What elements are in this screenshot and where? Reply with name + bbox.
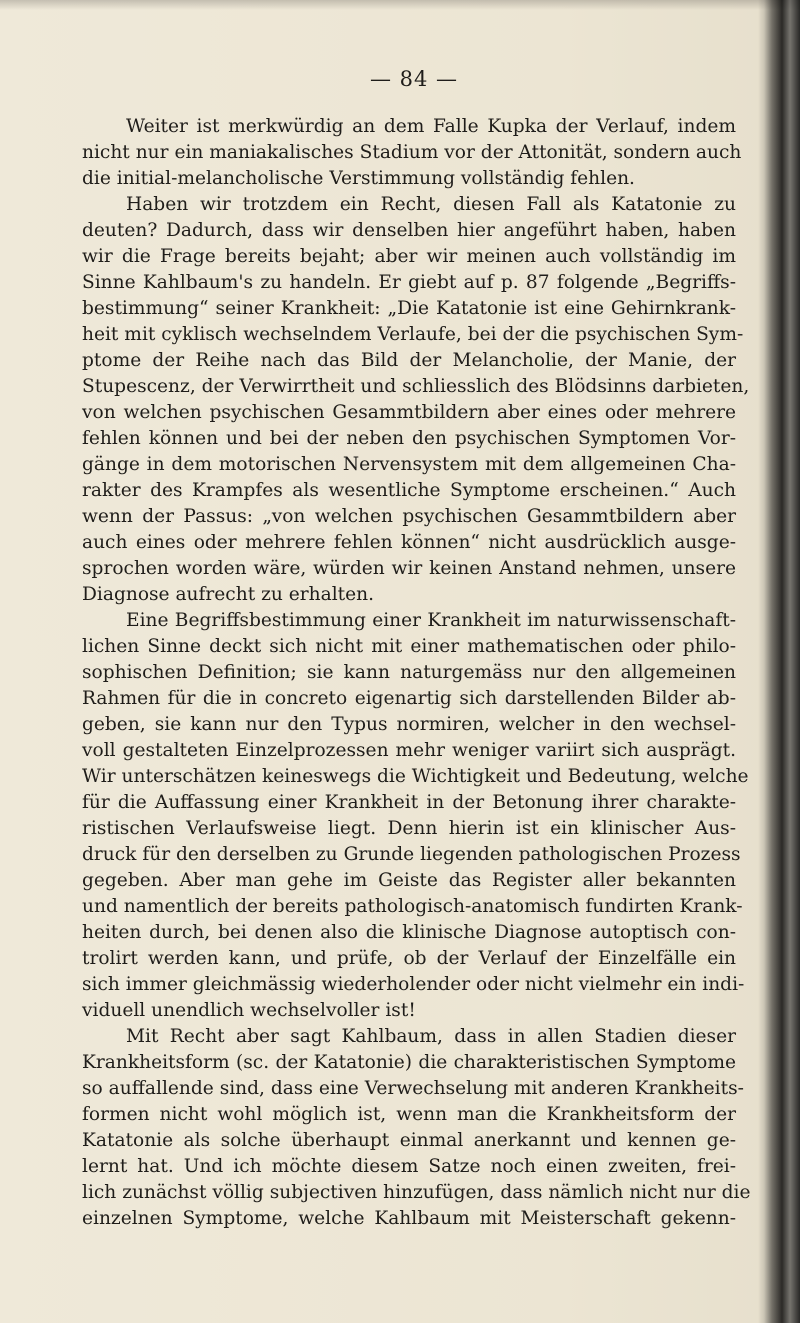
text-line: Mit Recht aber sagt Kahlbaum, dass in allen Stadien dieser — [126, 1026, 736, 1047]
text-line: lichen Sinne deckt sich nicht mit einer mathematischen oder philo- — [82, 636, 736, 657]
text-line: Stupescenz, der Verwirrtheit und schliesslich des Blödsinns darbieten, — [82, 376, 750, 397]
page-number: — 84 — — [369, 67, 459, 91]
text-line: heit mit cyklisch wechselndem Verlaufe, bei der die psychischen Sym- — [82, 324, 744, 345]
text-line: Haben wir trotzdem ein Recht, diesen Fall als Katatonie zu — [126, 194, 736, 215]
text-line: fehlen können und bei der neben den psychischen Symptomen Vor- — [82, 428, 736, 449]
text-line: nicht nur ein maniakalisches Stadium vor der Attonität, sondern auch — [82, 142, 742, 163]
text-line: ptome der Reihe nach das Bild der Melancholie, der Manie, der — [82, 350, 736, 371]
text-line: Wir unterschätzen keineswegs die Wichtigkeit und Bedeutung, welche — [82, 766, 749, 787]
text-line: von welchen psychischen Gesammtbildern aber eines oder mehrere — [82, 402, 736, 423]
text-line: Weiter ist merkwürdig an dem Falle Kupka der Verlauf, indem — [126, 116, 736, 137]
text-line: geben, sie kann nur den Typus normiren, welcher in den wechsel- — [82, 714, 736, 735]
text-line: gegeben. Aber man gehe im Geiste das Register aller bekannten — [82, 870, 736, 891]
text-line: gänge in dem motorischen Nervensystem mit dem allgemeinen Cha- — [82, 454, 736, 475]
text-line: lich zunächst völlig subjectiven hinzufügen, dass nämlich nicht nur die — [82, 1182, 751, 1203]
text-line: sich immer gleichmässig wiederholender oder nicht vielmehr ein indi- — [82, 974, 745, 995]
text-line: deuten? Dadurch, dass wir denselben hier angeführt haben, haben — [82, 220, 736, 241]
text-line: Diagnose aufrecht zu erhalten. — [82, 584, 375, 605]
text-line: wenn der Passus: „von welchen psychischen Gesammtbildern aber — [82, 506, 736, 527]
text-line: auch eines oder mehrere fehlen können“ nicht ausdrücklich ausge- — [82, 532, 736, 553]
text-line: rakter des Krampfes als wesentliche Symptome erscheinen.“ Auch — [82, 480, 736, 501]
text-line: so auffallende sind, dass eine Verwechselung mit anderen Krankheits- — [82, 1078, 744, 1099]
text-line: formen nicht wohl möglich ist, wenn man die Krankheitsform der — [82, 1104, 736, 1125]
text-line: Eine Begriffsbestimmung einer Krankheit im naturwissenschaft- — [126, 610, 736, 631]
text-line: druck für den derselben zu Grunde liegenden pathologischen Prozess — [82, 844, 741, 865]
text-line: einzelnen Symptome, welche Kahlbaum mit Meisterschaft gekenn- — [82, 1208, 736, 1229]
text-line: lernt hat. Und ich möchte diesem Satze noch einen zweiten, frei- — [82, 1156, 736, 1177]
text-line: Katatonie als solche überhaupt einmal anerkannt und kennen ge- — [82, 1130, 736, 1151]
text-line: ristischen Verlaufsweise liegt. Denn hierin ist ein klinischer Aus- — [82, 818, 736, 839]
text-line: bestimmung“ seiner Krankheit: „Die Katatonie ist eine Gehirnkrank- — [82, 298, 736, 319]
text-line: die initial-melancholische Verstimmung vollständig fehlen. — [82, 168, 635, 189]
text-line: für die Auffassung einer Krankheit in der Betonung ihrer charakte- — [82, 792, 736, 813]
body-text — [82, 114, 751, 1232]
text-line: Krankheitsform (sc. der Katatonie) die charakteristischen Symptome — [82, 1052, 736, 1073]
text-line: viduell unendlich wechselvoller ist! — [82, 1000, 416, 1021]
text-line: sophischen Definition; sie kann naturgemäss nur den allgemeinen — [82, 662, 736, 683]
text-line: voll gestalteten Einzelprozessen mehr weniger variirt sich ausprägt. — [82, 740, 736, 761]
text-line: und namentlich der bereits pathologisch-anatomisch fundirten Krank- — [82, 896, 743, 917]
text-line: trolirt werden kann, und prüfe, ob der Verlauf der Einzelfälle ein — [82, 948, 736, 969]
text-line: Rahmen für die in concreto eigenartig sich darstellenden Bilder ab- — [82, 688, 736, 709]
text-line: Sinne Kahlbaum's zu handeln. Er giebt auf p. 87 folgende „Begriffs- — [82, 272, 736, 293]
text-line: heiten durch, bei denen also die klinische Diagnose autoptisch con- — [82, 922, 736, 943]
scan-top-shadow — [0, 0, 800, 10]
text-line: sprochen worden wäre, würden wir keinen Anstand nehmen, unsere — [82, 558, 736, 579]
text-line: wir die Frage bereits bejaht; aber wir meinen auch vollständig im — [82, 246, 736, 267]
binding-edge-shadow — [758, 0, 800, 1323]
